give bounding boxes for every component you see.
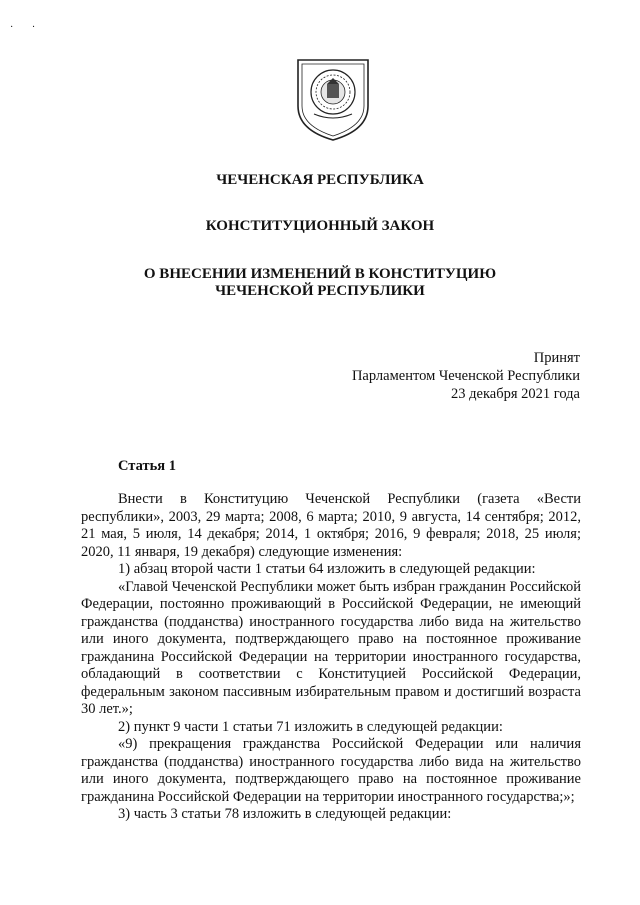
law-title-line-2: ЧЕЧЕНСКОЙ РЕСПУБЛИКИ [215,283,425,299]
article-paragraph: 1) абзац второй части 1 статьи 64 изложить в следующей редакции: [118,561,536,577]
article-paragraph: 2) пункт 9 части 1 статьи 71 изложить в следующей редакции: [118,718,503,735]
law-title-line-1: О ВНЕСЕНИИ ИЗМЕНЕНИЙ В КОНСТИТУЦИЮ [143,266,497,282]
article-body [81,491,581,824]
article-paragraph: 3) часть 3 статьи 78 изложить в следующей редакции: [118,806,452,822]
adoption-date: 23 декабря 2021 года [451,386,580,402]
adoption-line-2: Парламентом Чеченской Республики [351,368,580,384]
article-paragraph: «Главой Чеченской Республики может быть избран гражданин Российской Федерации, постоянно проживающий в Российской Федерации, не имеющий гражданства (подданства) иностранного государства либо вида на жительство или иного документа, подтверждающего право на постоянное проживание гражданина Российской Федерации на территории иностранного государства, обладающий в соответствии с Конституцией Российской Федерации, федеральным законом пассивным избирательным правом и достигший возраста 30 лет.»; [81,578,581,717]
adoption-block [352,349,580,403]
law-title [0,266,640,300]
adoption-line-1: Принят [533,350,580,366]
law-type-heading: КОНСТИТУЦИОННЫЙ ЗАКОН [205,218,435,234]
coat-of-arms-icon [292,56,374,142]
article-paragraph: «9) прекращения гражданства Российской Федерации или наличия гражданства (подданства) иностранного государства либо вида на жительство или иного документа, подтверждающего право на постоянное проживание гражданина Российской Федерации на территории иностранного государства;»; [81,736,581,805]
scan-marks: · · [10,22,44,33]
article-heading: Статья 1 [118,458,176,474]
republic-heading: ЧЕЧЕНСКАЯ РЕСПУБЛИКА [216,172,424,188]
article-paragraph: Внести в Конституцию Чеченской Республики (газета «Вести республики», 2003, 29 марта; 2008, 6 марта; 2010, 9 августа, 14 сентября; 2012, 21 мая, 5 июля, 14 декабря; 2014, 1 октября; 2016, 9 февраля; 2018, 25 июля; 2020, 11 января, 19 декабря) следующие изменения: [81,491,581,560]
